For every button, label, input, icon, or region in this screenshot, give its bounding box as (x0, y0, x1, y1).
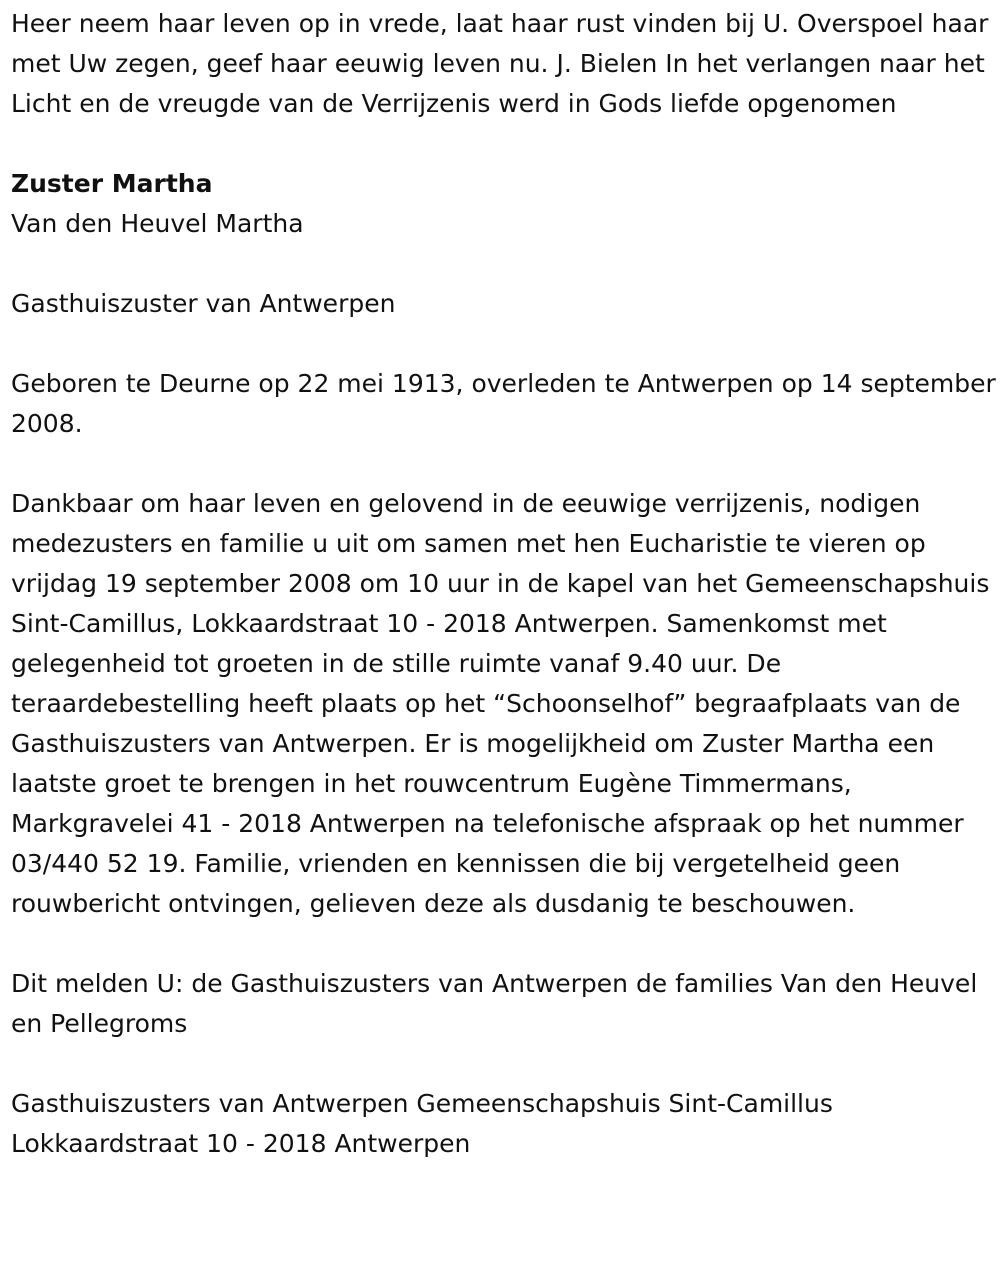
obituary-document (11, 4, 996, 1164)
deceased-title: Zuster Martha (11, 169, 213, 198)
birth-death-line: Geboren te Deurne op 22 mei 1913, overleden te Antwerpen op 14 september 2008. (11, 369, 996, 438)
announcers-line: Dit melden U: de Gasthuiszusters van Antwerpen de families Van den Heuvel en Pellegroms (11, 969, 978, 1038)
congregation-line: Gasthuiszuster van Antwerpen (11, 289, 396, 318)
deceased-full-name: Van den Heuvel Martha (11, 209, 304, 238)
service-details: Dankbaar om haar leven en gelovend in de eeuwige verrijzenis, nodigen medezusters en familie u uit om samen met hen Eucharistie te vieren op vrijdag 19 september 2008 om 10 uur in de kapel van het Gemeenschapshuis Sint-Camillus, Lokkaardstraat 10 - 2018 Antwerpen. Samenkomst met gelegenheid tot groeten in de stille ruimte vanaf 9.40 uur. De teraardebestelling heeft plaats op het “Schoonselhof” begraafplaats van de Gasthuiszusters van Antwerpen. Er is mogelijkheid om Zuster Martha een laatste groet te brengen in het rouwcentrum Eugène Timmermans, Markgravelei 41 - 2018 Antwerpen na telefonische afspraak op het nummer 03/440 52 19. Familie, vrienden en kennissen die bij vergetelheid geen rouwbericht ontvingen, gelieven deze als dusdanig te beschouwen. (11, 489, 990, 918)
intro-prayer: Heer neem haar leven op in vrede, laat haar rust vinden bij U. Overspoel haar met Uw zegen, geef haar eeuwig leven nu. J. Bielen In het verlangen naar het Licht en de vreugde van de Verrijzenis werd in Gods liefde opgenomen (11, 9, 989, 118)
contact-address: Gasthuiszusters van Antwerpen Gemeenschapshuis Sint-Camillus Lokkaardstraat 10 - 2018 Antwerpen (11, 1089, 833, 1158)
